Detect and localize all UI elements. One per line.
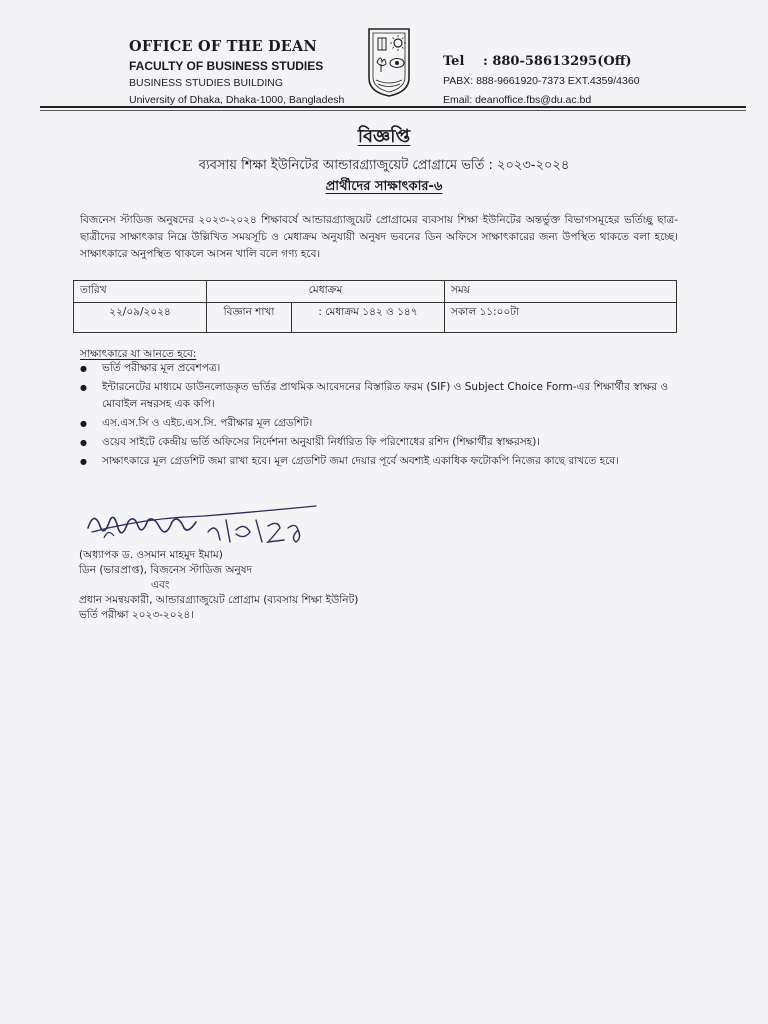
header-merit: মেধাক্রম [207, 281, 445, 303]
signatory-role: প্রধান সমন্বয়কারী, আন্ডারগ্র্যাজুয়েট প্রোগ্রাম (ব্যবসায় শিক্ষা ইউনিট) [79, 594, 359, 606]
letterhead-divider-thin [40, 110, 746, 111]
letterhead-right [443, 54, 743, 106]
table-row [74, 303, 677, 333]
tel-value: : 880-58613295(Off) [483, 54, 632, 69]
signatory-exam: ভর্তি পরীক্ষা ২০২৩-২০২৪। [79, 609, 194, 621]
list-item: ● এস.এস.সি ও এইচ.এস.সি. পরীক্ষার মূল গ্রেডশিট। [80, 415, 680, 432]
telephone [443, 54, 743, 69]
table-header-row [74, 281, 677, 303]
letterhead-left [129, 38, 359, 106]
tel-label: Tel [443, 54, 465, 69]
header-date: তারিখ [74, 281, 207, 303]
list-item: ● ভর্তি পরীক্ষার মূল প্রবেশপত্র। [80, 360, 680, 377]
letterhead-divider [40, 106, 746, 108]
list-item: ● ওয়েব সাইটে কেন্দ্রীয় ভর্তি অফিসের নির্দেশনা অনুযায়ী নির্ধারিত ফি পরিশোধের রশিদ (শিক্ষার্থীর স্বাক্ষরসহ)। [80, 434, 680, 451]
list-item: ● ইন্টারনেটের মাধ্যমে ডাউনলোডকৃত ভর্তির প্রাথমিক আবেদনের বিস্তারিত ফরম (SIF) ও Subject Choice Form-এর শিক্ষার্থীর স্বাক্ষর ও মোবাইল নম্বরসহ এক কপি। [80, 379, 680, 413]
interview-schedule-table [73, 280, 677, 333]
cell-time: সকাল ১১:০০টা [445, 303, 677, 333]
cell-merit: : মেধাক্রম ১৪২ ও ১৪৭ [292, 303, 445, 333]
list-item: ● সাক্ষাৎকারে মূল গ্রেডশিট জমা রাখা হবে। মূল গ্রেডশিট জমা দেয়ার পূর্বে অবশ্যই একাধিক ফটোকপি নিজের কাছে রাখতে হবে। [80, 453, 680, 470]
cell-branch: বিজ্ঞান শাখা [207, 303, 292, 333]
signatory-block [79, 548, 358, 623]
cell-date: ২২/০৯/২০২৪ [74, 303, 207, 333]
building-name: BUSINESS STUDIES BUILDING [129, 77, 284, 89]
signatory-and: এবং [151, 579, 170, 591]
requirements-list [80, 360, 680, 472]
pabx-number: PABX: 888-9661920-7373 EXT.4359/4360 [443, 75, 640, 87]
signatory-designation: ডিন (ভারপ্রাপ্ত), বিজনেস স্টাডিজ অনুষদ [79, 564, 253, 576]
office-title: OFFICE OF THE DEAN [129, 38, 317, 55]
email-address: Email: deanoffice.fbs@du.ac.bd [443, 94, 592, 106]
signatory-name: (অধ্যাপক ড. ওসমান মাহমুদ ইমাম) [79, 549, 223, 561]
notice-title: বিজ্ঞপ্তি [357, 126, 411, 147]
notice-intro-paragraph: বিজনেস স্টাডিজ অনুষদের ২০২৩-২০২৪ শিক্ষাবর্ষে আন্ডারগ্র্যাজুয়েট প্রোগ্রামের ব্যবসায় শিক্ষা ইউনিটের অন্তর্ভুক্ত বিভাগসমূহের ভর্তিচ্ছু ছাত্র-ছাত্রীদের সাক্ষাৎকার নিম্নে উল্লিখিত সময়সূচি ও মেধাক্রম অনুযায়ী অনুষদ ভবনের ডিন অফিসে সাক্ষাৎকারের জন্য উপস্থিত থাকতে বলা হচ্ছে। সাক্ষাৎকারে অনুপস্থিত থাকলে আসন খালি বলে গণ্য হবে। [80, 214, 678, 260]
university-address: University of Dhaka, Dhaka-1000, Bangladesh [129, 94, 345, 106]
notice-subtitle-interview: প্রার্থীদের সাক্ষাৎকার-৬ [325, 179, 443, 194]
notice-subtitle: ব্যবসায় শিক্ষা ইউনিটের আন্ডারগ্র্যাজুয়েট প্রোগ্রামে ভর্তি : ২০২৩-২০২৪ [198, 158, 570, 173]
university-logo-icon [366, 26, 412, 98]
header-time: সময় [445, 281, 677, 303]
faculty-name: FACULTY OF BUSINESS STUDIES [129, 59, 324, 73]
requirements-title: সাক্ষাৎকারে যা আনতে হবে: [80, 348, 197, 360]
